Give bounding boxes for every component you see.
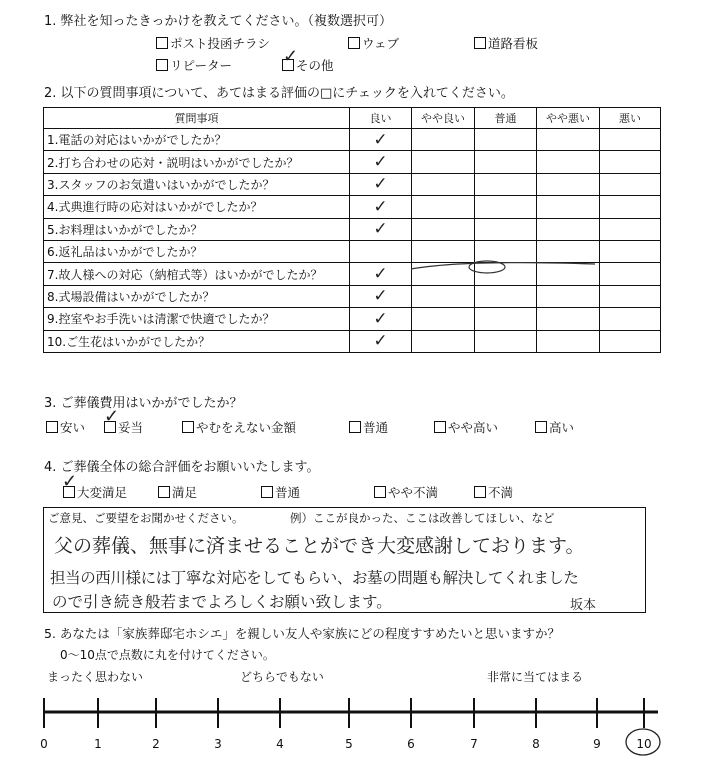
- rating-cell[interactable]: [412, 218, 475, 240]
- score-option-8[interactable]: 8: [532, 737, 540, 751]
- checkbox[interactable]: [348, 37, 360, 49]
- checkmark-icon: ✓: [283, 46, 299, 67]
- score-option-0[interactable]: 0: [40, 737, 48, 751]
- rating-cell[interactable]: [537, 285, 600, 307]
- score-option-6[interactable]: 6: [407, 737, 415, 751]
- rating-cell[interactable]: [537, 129, 600, 151]
- q4-option-slightly-dissatisfied[interactable]: [374, 483, 438, 501]
- question-cell: [44, 263, 350, 285]
- checkmark-icon[interactable]: ✓: [350, 173, 412, 195]
- row-number: 8.: [47, 289, 59, 304]
- score-option-5[interactable]: 5: [345, 737, 353, 751]
- rating-cell[interactable]: [475, 308, 537, 330]
- score-option-3[interactable]: 3: [214, 737, 222, 751]
- header-normal: 普通: [475, 108, 537, 129]
- rating-cell[interactable]: [537, 151, 600, 173]
- option-label: 妥当: [118, 420, 144, 435]
- checkbox[interactable]: [474, 37, 486, 49]
- rating-cell[interactable]: [600, 129, 661, 151]
- rating-table: [43, 107, 661, 353]
- rating-cell[interactable]: [350, 240, 412, 262]
- rating-cell[interactable]: [412, 196, 475, 218]
- row-text: お料理はいかがでしたか？: [58, 222, 203, 237]
- rating-cell[interactable]: [600, 173, 661, 195]
- option-label: 普通: [363, 420, 389, 435]
- checkbox[interactable]: [182, 421, 194, 433]
- question-cell: [44, 285, 350, 307]
- row-number: 6.: [47, 245, 59, 260]
- checkmark-icon[interactable]: ✓: [350, 151, 412, 173]
- row-number: 5.: [47, 222, 59, 237]
- rating-cell[interactable]: [412, 285, 475, 307]
- option-label: 普通: [275, 485, 301, 500]
- rating-cell[interactable]: [600, 285, 661, 307]
- score-option-1[interactable]: 1: [94, 737, 102, 751]
- rating-cell[interactable]: [475, 173, 537, 195]
- score-option-4[interactable]: 4: [276, 737, 284, 751]
- table-row: [44, 129, 661, 151]
- option-label: ウェブ: [362, 36, 400, 51]
- table-row: [44, 285, 661, 307]
- checkmark-icon[interactable]: ✓: [350, 196, 412, 218]
- rating-cell[interactable]: [600, 240, 661, 262]
- scale-label-high: 非常に当てはまる: [487, 670, 584, 684]
- checkmark-icon[interactable]: ✓: [350, 129, 412, 151]
- row-number: 10.: [47, 334, 67, 349]
- checkmark-icon[interactable]: ✓: [350, 218, 412, 240]
- option-label: ポスト投函チラシ: [170, 36, 271, 51]
- option-label: 高い: [549, 420, 575, 435]
- rating-cell[interactable]: [475, 196, 537, 218]
- q5-title: 5. あなたは「家族葬邸宅ホシエ」を親しい友人や家族にどの程度すすめたいと思いますか？: [44, 626, 561, 641]
- rating-cell[interactable]: [537, 218, 600, 240]
- row-text: 式場設備はいかがでしたか？: [58, 289, 215, 304]
- rating-cell[interactable]: [537, 196, 600, 218]
- rating-cell[interactable]: [412, 330, 475, 352]
- option-label: 安い: [60, 420, 86, 435]
- comment-line-2: 担当の西川様には丁寧な対応をしてもらい、お墓の問題も解決してくれました: [50, 569, 579, 587]
- option-label: 大変満足: [77, 485, 128, 500]
- option-label: やや不満: [388, 485, 439, 500]
- comment-prompt: ご意見、ご要望をお聞かせください。: [48, 511, 244, 525]
- q3-option-high[interactable]: [535, 418, 574, 436]
- option-label: リピーター: [170, 58, 233, 73]
- row-text: 電話の対応はいかがでしたか？: [58, 133, 227, 148]
- rating-cell[interactable]: [537, 173, 600, 195]
- header-good: 良い: [350, 108, 412, 129]
- checkbox[interactable]: [535, 421, 547, 433]
- question-cell: [44, 196, 350, 218]
- checkbox[interactable]: [261, 486, 273, 498]
- rating-cell[interactable]: [600, 196, 661, 218]
- rating-cell[interactable]: [600, 263, 661, 285]
- q3-option-unavoidable[interactable]: [182, 418, 296, 436]
- q5-instruction: 0〜10点で点数に丸を付けてください。: [60, 648, 275, 662]
- score-option-2[interactable]: 2: [152, 737, 160, 751]
- q1-option-repeater[interactable]: [156, 56, 232, 74]
- checkmark-icon: ✓: [62, 471, 78, 492]
- checkbox[interactable]: [474, 486, 486, 498]
- header-fairly-bad: やや悪い: [537, 108, 600, 129]
- row-text: 式典進行時の応対はいかがでしたか？: [58, 200, 263, 215]
- table-row: [44, 151, 661, 173]
- rating-cell[interactable]: [475, 129, 537, 151]
- selected-score-circle: [623, 726, 663, 758]
- rating-cell[interactable]: [537, 330, 600, 352]
- q4-title: 4. ご葬儀全体の総合評価をお願いいたします。: [44, 460, 320, 475]
- score-option-9[interactable]: 9: [593, 737, 601, 751]
- row-text: スタッフのお気遣いはいかがでしたか？: [58, 177, 275, 192]
- q3-option-normal[interactable]: [349, 418, 388, 436]
- question-cell: [44, 173, 350, 195]
- row-text: 故人様への対応（納棺式等）はいかがでしたか？: [58, 267, 323, 282]
- signature: 坂本: [570, 598, 597, 613]
- rating-cell[interactable]: [600, 218, 661, 240]
- rating-cell[interactable]: [412, 151, 475, 173]
- comment-example: 例）ここが良かった、ここは改善してほしい、など: [290, 511, 555, 525]
- option-label: その他: [296, 58, 334, 73]
- row-number: 1.: [47, 133, 59, 148]
- table-row: [44, 330, 661, 352]
- rating-cell[interactable]: [537, 308, 600, 330]
- rating-cell[interactable]: [412, 129, 475, 151]
- scale-label-low: まったく思わない: [47, 670, 144, 684]
- rating-cell[interactable]: [412, 308, 475, 330]
- row-number: 2.: [47, 155, 59, 170]
- option-label: やや高い: [448, 420, 499, 435]
- checkmark-icon[interactable]: ✓: [350, 330, 412, 352]
- question-cell: [44, 129, 350, 151]
- rating-cell[interactable]: [475, 218, 537, 240]
- checkbox[interactable]: [374, 486, 386, 498]
- checkbox[interactable]: [46, 421, 58, 433]
- checkbox[interactable]: [158, 486, 170, 498]
- table-header-row: [44, 108, 661, 129]
- question-cell: [44, 308, 350, 330]
- comment-line-3: ので引き続き般若までよろしくお願い致します。: [52, 593, 392, 611]
- rating-cell[interactable]: [600, 308, 661, 330]
- table-row: [44, 308, 661, 330]
- checkbox[interactable]: [156, 37, 168, 49]
- checkbox[interactable]: [434, 421, 446, 433]
- table-row: [44, 173, 661, 195]
- q1-option-posting[interactable]: [156, 34, 270, 52]
- scribble-line: [405, 255, 605, 279]
- rating-cell[interactable]: [475, 330, 537, 352]
- header-fairly-good: やや良い: [412, 108, 475, 129]
- option-label: 道路看板: [488, 36, 539, 51]
- table-row: [44, 218, 661, 240]
- checkbox[interactable]: [349, 421, 361, 433]
- question-cell: [44, 240, 350, 262]
- checkmark-icon[interactable]: ✓: [350, 285, 412, 307]
- q1-option-signboard[interactable]: [474, 34, 538, 52]
- row-text: ご生花はいかがでしたか？: [66, 334, 211, 349]
- score-option-7[interactable]: 7: [470, 737, 478, 751]
- score-scale: [0, 690, 701, 735]
- checkbox[interactable]: [156, 59, 168, 71]
- row-text: 返礼品はいかがでしたか？: [58, 245, 203, 260]
- rating-cell[interactable]: [412, 173, 475, 195]
- checkmark-icon: ✓: [104, 406, 120, 427]
- row-text: 控室やお手洗いは清潔で快適でしたか？: [58, 312, 275, 327]
- checkmark-icon[interactable]: ✓: [350, 308, 412, 330]
- checkmark-icon[interactable]: ✓: [350, 263, 412, 285]
- q4-option-satisfied[interactable]: [158, 483, 197, 501]
- q3-option-cheap[interactable]: [46, 418, 85, 436]
- option-label: 満足: [172, 485, 198, 500]
- header-bad: 悪い: [600, 108, 661, 129]
- q2-title: 2. 以下の質問事項について、あてはまる評価の□にチェックを入れてください。: [44, 86, 514, 101]
- q4-option-dissatisfied[interactable]: [474, 483, 513, 501]
- q1-option-web[interactable]: [348, 34, 399, 52]
- option-label: やむをえない金額: [196, 420, 297, 435]
- scale-label-mid: どちらでもない: [240, 670, 324, 684]
- row-text: 打ち合わせの応対・説明はいかがでしたか？: [58, 155, 299, 170]
- row-number: 4.: [47, 200, 59, 215]
- question-cell: [44, 330, 350, 352]
- row-number: 7.: [47, 267, 59, 282]
- header-question: 質問事項: [44, 108, 350, 129]
- rating-cell[interactable]: [475, 285, 537, 307]
- row-number: 9.: [47, 312, 59, 327]
- rating-cell[interactable]: [600, 330, 661, 352]
- question-cell: [44, 218, 350, 240]
- q3-option-slightly-high[interactable]: [434, 418, 498, 436]
- q3-title: 3. ご葬儀費用はいかがでしたか？: [44, 396, 243, 411]
- q4-option-normal[interactable]: [261, 483, 300, 501]
- table-row: [44, 196, 661, 218]
- question-cell: [44, 151, 350, 173]
- option-label: 不満: [488, 485, 514, 500]
- rating-cell[interactable]: [600, 151, 661, 173]
- row-number: 3.: [47, 177, 59, 192]
- rating-cell[interactable]: [475, 151, 537, 173]
- q1-title: 1. 弊社を知ったきっかけを教えてください。（複数選択可）: [44, 14, 393, 29]
- score-option-10[interactable]: 10: [636, 737, 652, 751]
- comment-line-1: 父の葬儀、無事に済ませることができ大変感謝しております。: [54, 535, 585, 557]
